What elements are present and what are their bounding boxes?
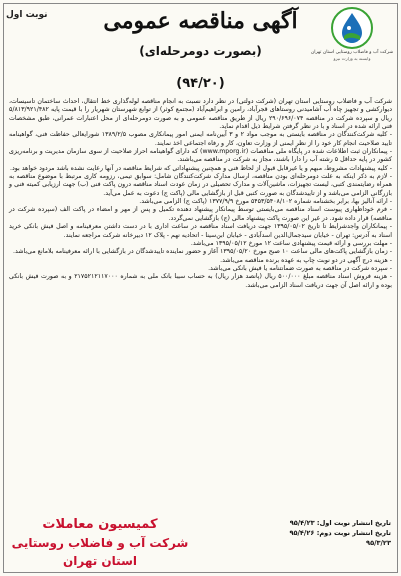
publication-dates [289,518,391,548]
condition-item: - فرم خوداظهاری پیوست اسناد مناقصه می‌بایستی توسط پیمانکار پیشنهاد دهنده تکمیل و پس از مهر و امضاء در پاکت الف (سپرده شرکت در مناقصه) قرار داده شود. در غیر این صورت پاکت پیشنهاد مالی (ج) بازگشایی نمی‌گردد. [9,206,392,222]
notice-subtitle: (بصورت دومرحله‌ای) [139,44,262,58]
edition-label: نوبت اول [6,10,48,20]
condition-item: - کلیه شرکت‌کنندگان در مناقصه بایستی به موجب مواد ۲ و ۳ آیین‌نامه ایمنی امور پیمانکاری مصوب ۱۳۸۹/۲/۵ شورایعالی حفاظت فنی، گواهینامه تایید صلاحیت انجام کار خود را از نظر ایمنی از وزارت تعاون، کار و رفاه اجتماعی اخذ نمایند. [9,131,392,147]
committee-name: کمیسیون معاملات [42,517,158,532]
organization-name: شرکت آب و فاضلاب روستایی استان تهران [310,50,394,55]
organization-affiliation: وابسته به وزارت نیرو [333,56,371,61]
committee-signature [10,516,190,570]
tender-number: (۹۴/۲۰) [176,76,225,91]
condition-item: - ارائه آنالیز بها، برابر بخشنامه شماره ۵۴۵۳/۵۴۰۸/۱۰۲ مورخ ۱۳۷۷/۹/۹ (پاکت ج) الزامی می‌باشد. [139,198,392,206]
condition-item: - کلیه پیشنهادات مشروط، مبهم و یا غیرقابل قبول از لحاظ فنی و همچنین پیشنهاداتی که شرایط مناقصه در آنها رعایت نشده باشد مردود خواهد بود. [10,164,392,172]
notice-footer [6,502,395,570]
condition-item: - هزینه فروش اسناد مناقصه مبلغ ۵۰۰/۰۰۰ ریال (پانصد هزار ریال) به حساب سیبا بانک ملی به شماره ۲۱۷۵۲۱۲۱۱۷۰۰۰ و به صورت فیش بانکی بوده و ارائه اصل آن جهت دریافت اسناد الزامی می‌باشد. [9,273,392,289]
notice-title: آگهی مناقصه عمومی [103,8,298,34]
notice-body [9,98,392,290]
condition-item: - لازم به ذکر اینکه به علت دومرحله‌ای بودن مناقصه، ارسال مدارک شرکت‌کنندگان شامل: سوابق تیمی، رزومه کاری مرتبط با موضوع مناقصه به همراه رضایتمندی کتبی، لیست تجهیزات، ماشین‌آلات و مدارک تحصیلی در زمان عودت اسناد مناقصه درون پاکت فنی (ب) جهت ارزیابی کمیته فنی و بازرگانی الزامی می‌باشد و از تاییدشدگان به صورت کتبی قبل از بازگشایی مالی (پاکت ج) دعوت به عمل می‌آید. [9,173,392,197]
condition-item: - زمان بازگشایی پاکت‌های مالی ساعت ۱۰ صبح مورخ ۱۳۹۵/۰۵/۲۰ آغاز و حضور نماینده تاییدشدگان در بازگشایی با ارائه معرفینامه بلامانع می‌باشد. [12,248,392,256]
condition-item: - پیمانکاران واجدشرایط تا تاریخ ۱۳۹۵/۰۵/۰۲ جهت دریافت اسناد مناقصه در ساعت اداری با در دست داشتن معرفینامه و اصل فیش بانکی خرید اسناد به آدرس: تهران - خیابان سیدجمال‌الدین اسدآبادی - خیابان ابن‌سینا - اتحادیه نهم - پلاک ۱۲ دبیرخانه شرکت مراجعه نمایند. [9,223,392,239]
second-publication-date: تاریخ انتشار نوبت دوم: ۹۵/۴/۲۶ [289,529,391,537]
condition-item: - پیمانکاران ثبت اطلاعات شده در پایگاه ملی مناقصات (www.mporg.ir) که دارای گواهینامه احراز صلاحیت از سوی سازمان مدیریت و برنامه‌ریزی کشور در پایه حداقل ۵ رشته آب را دارا باشند، مجاز به شرکت در مناقصه می‌باشند. [9,148,392,164]
company-name: شرکت آب و فاضلاب روستایی استان تهران [11,536,189,568]
reference-date: ۹۵/۳/۲۳ [366,539,391,547]
condition-item: - سپرده شرکت در مناقصه به صورت ضمانتنامه یا فیش بانکی می‌باشد. [208,264,392,272]
condition-item: - مهلت بررسی و ارائه قیمت پیشنهادی ساعت ۱۲ مورخ ۱۳۹۵/۰۵/۱۲ می‌باشد. [190,239,392,247]
first-publication-date: تاریخ انتشار نوبت اول: ۹۵/۴/۲۳ [289,519,391,527]
intro-paragraph: شرکت آب و فاضلاب روستایی استان تهران (شرکت دولتی) در نظر دارد نسبت به انجام مناقصه لوله‌گذاری خط انتقال، احداث ساختمان تاسیسات، دیوارکشی و تجهیز چاه آب آشامیدنی روستاهای قجرآباد، رامین و ابراهیم‌آباد (مجتمع کوثر) از توابع شهرستان شهریار را با قیمت پایه ۵/۸۱۳/۹۲۱/۴۸۲ ریال و سپرده شرکت در مناقصه ۲۹۰/۶۹۶/۰۷۴ ریال از طریق مناقصه عمومی و به صورت دومرحله‌ای از محل اعتبارات عمرانی، طبق مشخصات فنی ارائه شده در اسناد و با در نظر گرفتن شرایط ذیل اقدام نماید. [9,98,392,131]
condition-item: - هزینه درج آگهی در دو نوبت چاپ به عهده برنده مناقصه می‌باشد. [220,256,392,264]
